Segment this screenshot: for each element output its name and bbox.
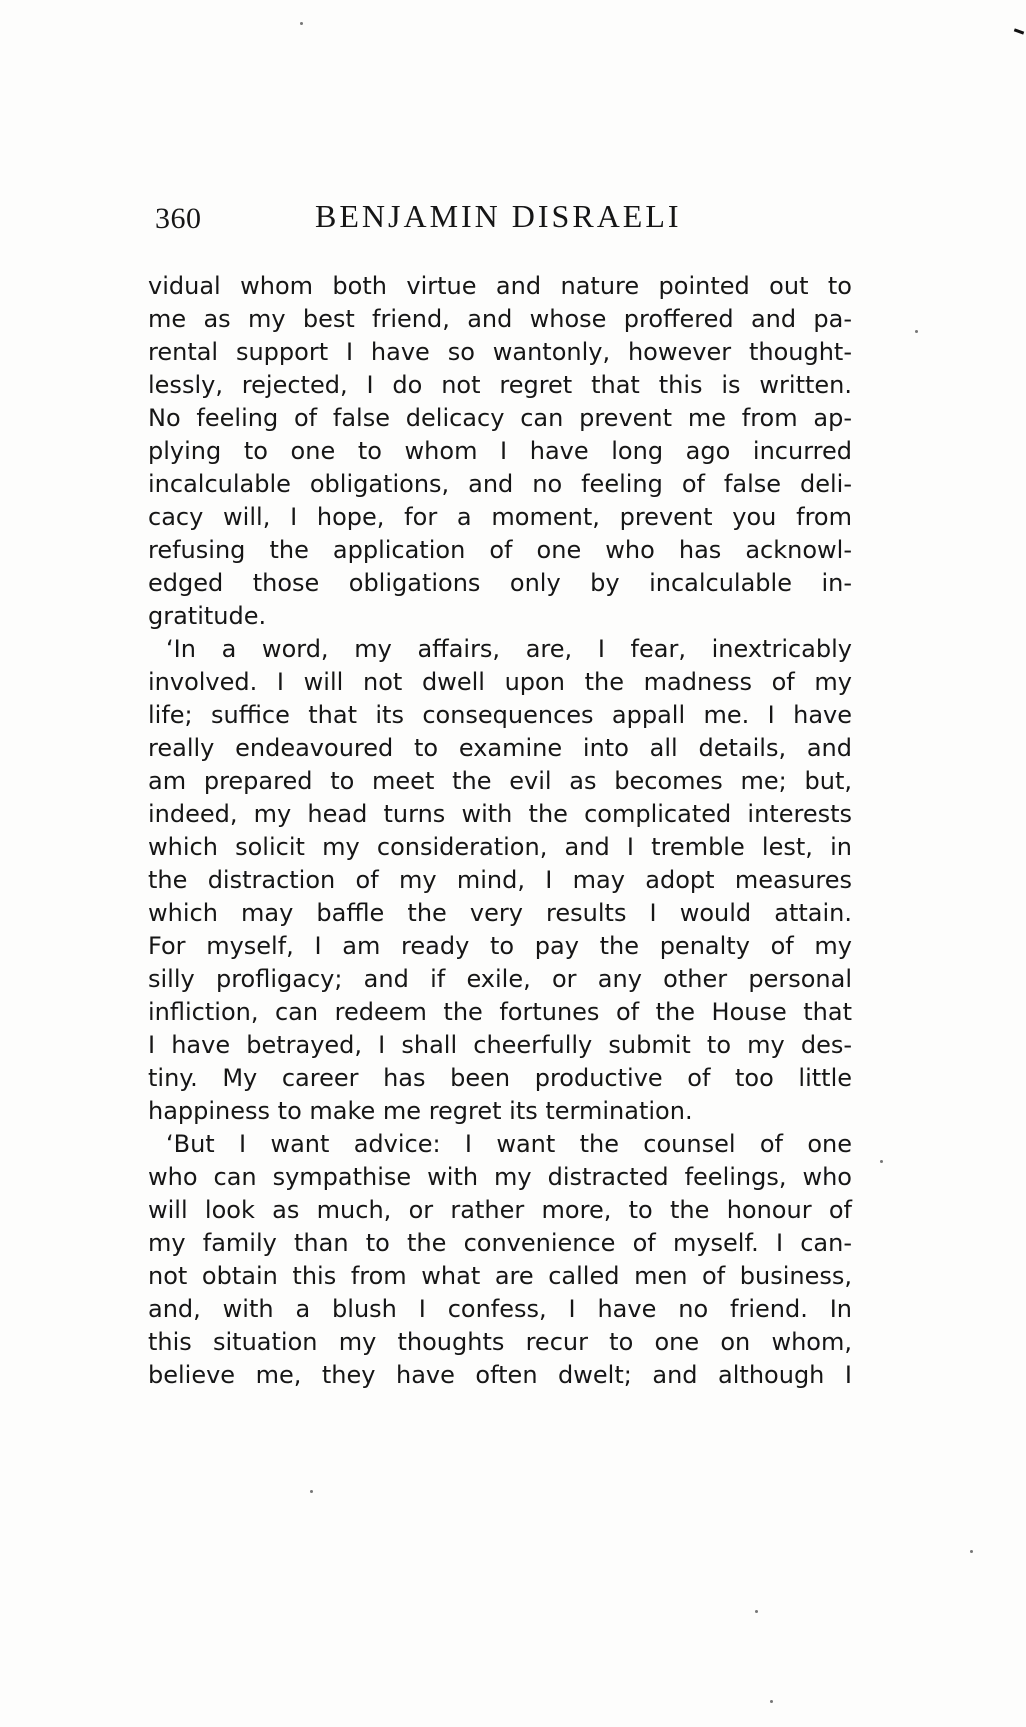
text-line: and, with a blush I confess, I have no friend. In bbox=[148, 1295, 852, 1323]
text-line: vidual whom both virtue and nature pointed out to bbox=[148, 272, 852, 300]
text-line: silly profligacy; and if exile, or any other personal bbox=[148, 965, 852, 993]
body-text bbox=[148, 270, 852, 1392]
text-line: really endeavoured to examine into all details, and bbox=[148, 734, 852, 762]
text-line: edged those obligations only by incalculable in- bbox=[148, 569, 852, 597]
text-line: tiny. My career has been productive of too little bbox=[148, 1064, 852, 1092]
text-line: the distraction of my mind, I may adopt measures bbox=[148, 866, 852, 894]
text-line: ‘But I want advice: I want the counsel of one bbox=[166, 1130, 852, 1158]
text-line: my family than to the convenience of myself. I can- bbox=[148, 1229, 852, 1257]
text-line: life; suffice that its consequences appall me. I have bbox=[148, 701, 852, 729]
running-head: BENJAMIN DISRAELI bbox=[315, 198, 682, 234]
text-line: will look as much, or rather more, to the honour of bbox=[148, 1196, 852, 1224]
page-number: 360 bbox=[155, 202, 202, 235]
text-line: cacy will, I hope, for a moment, prevent you from bbox=[148, 503, 852, 531]
scan-speck bbox=[770, 1700, 773, 1703]
text-line: which may baffle the very results I would attain. bbox=[148, 899, 852, 927]
text-line: ‘In a word, my affairs, are, I fear, inextricably bbox=[166, 635, 852, 663]
text-line: am prepared to meet the evil as becomes me; but, bbox=[148, 767, 852, 795]
text-line: No feeling of false delicacy can prevent me from ap- bbox=[148, 404, 852, 432]
scan-speck bbox=[915, 330, 918, 333]
text-line: who can sympathise with my distracted feelings, who bbox=[148, 1163, 852, 1191]
text-line: me as my best friend, and whose proffered and pa- bbox=[148, 305, 852, 333]
text-line: not obtain this from what are called men of business, bbox=[148, 1262, 852, 1290]
scan-speck bbox=[310, 1490, 313, 1493]
text-line: lessly, rejected, I do not regret that this is written. bbox=[148, 371, 852, 399]
text-line: I have betrayed, I shall cheerfully submit to my des- bbox=[148, 1031, 852, 1059]
text-line: rental support I have so wantonly, however thought- bbox=[148, 338, 852, 366]
scan-mark bbox=[1014, 28, 1024, 34]
text-line: happiness to make me regret its termination. bbox=[148, 1097, 693, 1125]
text-line: infliction, can redeem the fortunes of the House that bbox=[148, 998, 852, 1026]
text-line: plying to one to whom I have long ago incurred bbox=[148, 437, 852, 465]
text-line: gratitude. bbox=[148, 602, 267, 630]
text-line: incalculable obligations, and no feeling of false deli- bbox=[148, 470, 852, 498]
text-line: involved. I will not dwell upon the madness of my bbox=[148, 668, 852, 696]
text-line: refusing the application of one who has acknowl- bbox=[148, 536, 852, 564]
scan-speck bbox=[300, 22, 303, 25]
page-header bbox=[155, 198, 855, 242]
scan-speck bbox=[970, 1550, 973, 1553]
scan-speck bbox=[880, 1160, 883, 1163]
text-line: believe me, they have often dwelt; and although I bbox=[148, 1361, 852, 1389]
text-line: indeed, my head turns with the complicated interests bbox=[148, 800, 852, 828]
text-line: For myself, I am ready to pay the penalty of my bbox=[148, 932, 852, 960]
scan-speck bbox=[755, 1610, 758, 1613]
text-line: which solicit my consideration, and I tremble lest, in bbox=[148, 833, 852, 861]
text-line: this situation my thoughts recur to one on whom, bbox=[148, 1328, 852, 1356]
